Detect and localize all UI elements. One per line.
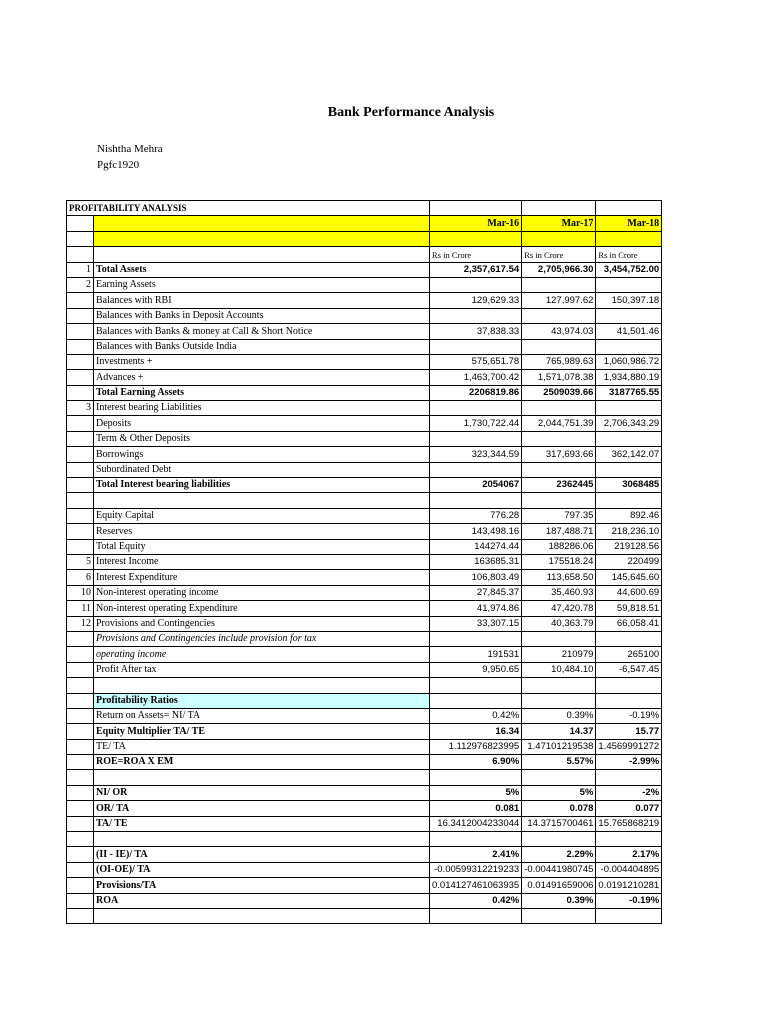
value-cell: 1.47101219538 (522, 739, 596, 754)
row-index (67, 324, 94, 339)
table-row (67, 524, 662, 539)
row-index (67, 878, 94, 893)
value-cell: 265100 (596, 647, 662, 662)
empty-cell (522, 201, 596, 216)
row-index (67, 678, 94, 693)
section-title: PROFITABILITY ANALYSIS (67, 201, 430, 216)
value-cell (430, 678, 522, 693)
value-cell: 0.081 (430, 801, 522, 816)
row-index (67, 847, 94, 862)
value-cell (596, 693, 662, 708)
table-row (67, 616, 662, 631)
table-row (67, 847, 662, 862)
row-index (67, 293, 94, 308)
table-row (67, 385, 662, 400)
table-row (67, 862, 662, 877)
value-cell: 66,058.41 (596, 616, 662, 631)
value-cell: 15.77 (596, 724, 662, 739)
column-header-mar-18: Mar-18 (596, 216, 662, 231)
value-cell: -2% (596, 785, 662, 800)
row-label: operating income (94, 647, 430, 662)
blank-row (67, 493, 662, 508)
value-cell: 797.35 (522, 508, 596, 523)
value-cell: 1.4569991272 (596, 739, 662, 754)
value-cell: 106,803.49 (430, 570, 522, 585)
table-row (67, 539, 662, 554)
value-cell: 2,706,343.29 (596, 416, 662, 431)
value-cell: 35,460.93 (522, 585, 596, 600)
value-cell (522, 493, 596, 508)
table-row (67, 447, 662, 462)
row-label: Equity Multiplier TA/ TE (94, 724, 430, 739)
value-cell (430, 693, 522, 708)
value-cell (596, 908, 662, 923)
row-label: Return on Assets= NI/ TA (94, 708, 430, 723)
value-cell: -0.19% (596, 708, 662, 723)
table-row (67, 277, 662, 292)
row-label: Balances with Banks in Deposit Accounts (94, 308, 430, 323)
value-cell (430, 832, 522, 847)
value-cell: 2,357,617.54 (430, 262, 522, 277)
value-cell: 776.28 (430, 508, 522, 523)
table-row (67, 647, 662, 662)
value-cell (522, 770, 596, 785)
value-cell: 220499 (596, 554, 662, 569)
row-label: Interest Expenditure (94, 570, 430, 585)
value-cell: 765,989.63 (522, 354, 596, 369)
row-label (94, 908, 430, 923)
row-index: 11 (67, 601, 94, 616)
row-index: 5 (67, 554, 94, 569)
yellow-spacer-row (67, 231, 662, 246)
value-cell: 187,488.71 (522, 524, 596, 539)
row-label: Balances with Banks Outside India (94, 339, 430, 354)
table-row (67, 662, 662, 677)
table-row (67, 293, 662, 308)
table-row (67, 585, 662, 600)
value-cell (596, 308, 662, 323)
value-cell (522, 339, 596, 354)
row-index: 6 (67, 570, 94, 585)
value-cell (430, 431, 522, 446)
row-index: 3 (67, 401, 94, 416)
table-row (67, 354, 662, 369)
empty-cell (596, 201, 662, 216)
row-index (67, 447, 94, 462)
value-cell (596, 462, 662, 477)
row-label: NI/ OR (94, 785, 430, 800)
table-row (67, 431, 662, 446)
value-cell: 0.078 (522, 801, 596, 816)
value-cell: 0.39% (522, 893, 596, 908)
value-cell: 1,730,722.44 (430, 416, 522, 431)
row-label: Total Equity (94, 539, 430, 554)
row-index (67, 893, 94, 908)
author-block (97, 141, 163, 173)
value-cell: 323,344.59 (430, 447, 522, 462)
row-index (67, 539, 94, 554)
value-cell: 3187765.55 (596, 385, 662, 400)
row-index (67, 816, 94, 831)
row-index (67, 493, 94, 508)
row-index (67, 693, 94, 708)
value-cell (430, 493, 522, 508)
row-label: Non-interest operating Expenditure (94, 601, 430, 616)
value-cell: 3,454,752.00 (596, 262, 662, 277)
value-cell: 41,501.46 (596, 324, 662, 339)
value-cell (430, 401, 522, 416)
table-row (67, 816, 662, 831)
document-title: Bank Performance Analysis (327, 105, 495, 120)
empty-cell (430, 201, 522, 216)
value-cell: 2362445 (522, 478, 596, 493)
value-cell (596, 401, 662, 416)
blank-row (67, 770, 662, 785)
row-index: 1 (67, 262, 94, 277)
row-index (67, 647, 94, 662)
value-cell: 129,629.33 (430, 293, 522, 308)
value-cell: 1,060,986.72 (596, 354, 662, 369)
value-cell: 44,600.69 (596, 585, 662, 600)
row-label: Provisions and Contingencies (94, 616, 430, 631)
value-cell: 163685.31 (430, 554, 522, 569)
table-row (67, 339, 662, 354)
row-index: 2 (67, 277, 94, 292)
value-cell: -0.00599312219233 (430, 862, 522, 877)
unit-cell-mar-16: Rs in Crore (430, 247, 522, 262)
author-name: Nishtha Mehra (97, 143, 163, 155)
value-cell (596, 339, 662, 354)
value-cell: 15.765868219 (596, 816, 662, 831)
row-label: TA/ TE (94, 816, 430, 831)
value-cell: 2.41% (430, 847, 522, 862)
value-cell: 37,838.33 (430, 324, 522, 339)
table-row (67, 324, 662, 339)
value-cell: 5% (522, 785, 596, 800)
row-label: Total Earning Assets (94, 385, 430, 400)
spacer-cell (596, 231, 662, 246)
row-label: TE/ TA (94, 739, 430, 754)
table-row (67, 739, 662, 754)
row-label (94, 678, 430, 693)
table-row (67, 554, 662, 569)
value-cell (596, 431, 662, 446)
profitability-table (66, 200, 662, 924)
row-index (67, 385, 94, 400)
row-label: Investments + (94, 354, 430, 369)
row-label: (II - IE)/ TA (94, 847, 430, 862)
row-index (67, 662, 94, 677)
row-index (67, 801, 94, 816)
table-row (67, 262, 662, 277)
value-cell (596, 277, 662, 292)
column-header-mar-17: Mar-17 (522, 216, 596, 231)
table-row (67, 893, 662, 908)
table-row (67, 631, 662, 646)
value-cell (522, 908, 596, 923)
row-label: Term & Other Deposits (94, 431, 430, 446)
table-row (67, 693, 662, 708)
value-cell: 191531 (430, 647, 522, 662)
value-cell (522, 308, 596, 323)
value-cell: 6.90% (430, 755, 522, 770)
value-cell (596, 770, 662, 785)
column-header-mar-16: Mar-16 (430, 216, 522, 231)
row-label: Subordinated Debt (94, 462, 430, 477)
spacer-cell (522, 231, 596, 246)
value-cell: 892.46 (596, 508, 662, 523)
value-cell: 2509039.66 (522, 385, 596, 400)
value-cell: 1.112976823995 (430, 739, 522, 754)
value-cell: -6,547.45 (596, 662, 662, 677)
value-cell: 16.3412004233044 (430, 816, 522, 831)
unit-cell-mar-18: Rs in Crore (596, 247, 662, 262)
row-index (67, 508, 94, 523)
value-cell: 0.0191210281 (596, 878, 662, 893)
section-header-row (67, 201, 662, 216)
value-cell: 144274.44 (430, 539, 522, 554)
index-cell (67, 247, 94, 262)
value-cell: 127,997.62 (522, 293, 596, 308)
table-row (67, 462, 662, 477)
value-cell: 219128.56 (596, 539, 662, 554)
row-index (67, 462, 94, 477)
value-cell: 113,658.50 (522, 570, 596, 585)
row-index (67, 354, 94, 369)
value-cell (522, 431, 596, 446)
value-cell: 2054067 (430, 478, 522, 493)
row-index (67, 631, 94, 646)
value-cell: 575,651.78 (430, 354, 522, 369)
value-cell: -0.19% (596, 893, 662, 908)
table-row (67, 478, 662, 493)
value-cell: 2206819.86 (430, 385, 522, 400)
value-cell: 362,142.07 (596, 447, 662, 462)
value-cell (522, 462, 596, 477)
row-label: ROA (94, 893, 430, 908)
value-cell: 1,571,078.38 (522, 370, 596, 385)
row-label (94, 770, 430, 785)
row-label: Total Interest bearing liabilities (94, 478, 430, 493)
unit-row (67, 247, 662, 262)
value-cell: 0.077 (596, 801, 662, 816)
index-cell (67, 231, 94, 246)
value-cell (596, 493, 662, 508)
value-cell: 5.57% (522, 755, 596, 770)
column-header-row (67, 216, 662, 231)
value-cell: 40,363.79 (522, 616, 596, 631)
value-cell: 2.17% (596, 847, 662, 862)
row-index (67, 739, 94, 754)
row-label: Non-interest operating income (94, 585, 430, 600)
row-label: (OI-OE)/ TA (94, 862, 430, 877)
value-cell (522, 277, 596, 292)
value-cell (430, 770, 522, 785)
row-index (67, 785, 94, 800)
value-cell (430, 339, 522, 354)
blank-row (67, 908, 662, 923)
value-cell: 47,420.78 (522, 601, 596, 616)
row-index (67, 832, 94, 847)
row-label: Deposits (94, 416, 430, 431)
value-cell: 5% (430, 785, 522, 800)
author-id: Pgfc1920 (97, 159, 140, 171)
header-label-cell (94, 216, 430, 231)
table-row (67, 370, 662, 385)
value-cell: 41,974.86 (430, 601, 522, 616)
spacer-cell (94, 231, 430, 246)
row-index (67, 755, 94, 770)
table-row (67, 878, 662, 893)
row-index (67, 370, 94, 385)
row-index (67, 478, 94, 493)
value-cell (522, 832, 596, 847)
row-label: Reserves (94, 524, 430, 539)
value-cell: 1,463,700.42 (430, 370, 522, 385)
spacer-cell (430, 231, 522, 246)
row-label: Balances with RBI (94, 293, 430, 308)
value-cell: 16.34 (430, 724, 522, 739)
value-cell: 2,044,751.39 (522, 416, 596, 431)
value-cell: 145,645.60 (596, 570, 662, 585)
row-index (67, 416, 94, 431)
value-cell: 2.29% (522, 847, 596, 862)
value-cell (430, 908, 522, 923)
row-label: Advances + (94, 370, 430, 385)
table-row (67, 508, 662, 523)
row-label (94, 493, 430, 508)
table-row (67, 724, 662, 739)
value-cell (522, 693, 596, 708)
value-cell: 43,974.03 (522, 324, 596, 339)
value-cell (430, 277, 522, 292)
table-row (67, 308, 662, 323)
value-cell (430, 462, 522, 477)
value-cell: -0.00441980745 (522, 862, 596, 877)
value-cell (522, 678, 596, 693)
row-index (67, 708, 94, 723)
table-row (67, 801, 662, 816)
row-label: Interest bearing Liabilities (94, 401, 430, 416)
table-row (67, 401, 662, 416)
row-label (94, 832, 430, 847)
value-cell: 9,950.65 (430, 662, 522, 677)
row-label: Total Assets (94, 262, 430, 277)
table-row (67, 570, 662, 585)
value-cell: 188286.06 (522, 539, 596, 554)
value-cell: 10,484.10 (522, 662, 596, 677)
value-cell: 14.37 (522, 724, 596, 739)
row-index: 12 (67, 616, 94, 631)
value-cell: 0.42% (430, 708, 522, 723)
value-cell: 33,307.15 (430, 616, 522, 631)
table-row (67, 755, 662, 770)
value-cell (596, 832, 662, 847)
value-cell: 0.01491659006 (522, 878, 596, 893)
value-cell: 1,934,880.19 (596, 370, 662, 385)
row-label: Interest Income (94, 554, 430, 569)
unit-label-cell (94, 247, 430, 262)
value-cell: 0.014127461063935 (430, 878, 522, 893)
row-index (67, 339, 94, 354)
value-cell: 2,705,966.30 (522, 262, 596, 277)
value-cell: 59,818.51 (596, 601, 662, 616)
value-cell (596, 678, 662, 693)
blank-row (67, 832, 662, 847)
row-index (67, 308, 94, 323)
row-index (67, 862, 94, 877)
row-index (67, 770, 94, 785)
value-cell: 0.39% (522, 708, 596, 723)
value-cell (430, 631, 522, 646)
value-cell (522, 401, 596, 416)
value-cell: 143,498.16 (430, 524, 522, 539)
value-cell: 175518.24 (522, 554, 596, 569)
table-row (67, 785, 662, 800)
value-cell: -0.004404895 (596, 862, 662, 877)
value-cell: 27,845.37 (430, 585, 522, 600)
value-cell: 210979 (522, 647, 596, 662)
value-cell (522, 631, 596, 646)
row-index (67, 524, 94, 539)
row-index (67, 724, 94, 739)
value-cell: 0.42% (430, 893, 522, 908)
value-cell: 218,236.10 (596, 524, 662, 539)
row-label: Provisions and Contingencies include provision for tax (94, 631, 430, 646)
row-index (67, 431, 94, 446)
blank-row (67, 678, 662, 693)
row-label: OR/ TA (94, 801, 430, 816)
value-cell (430, 308, 522, 323)
row-label: Borrowings (94, 447, 430, 462)
row-label: Profitability Ratios (94, 693, 430, 708)
row-label: Earning Assets (94, 277, 430, 292)
index-cell (67, 216, 94, 231)
table-row (67, 708, 662, 723)
value-cell (596, 631, 662, 646)
row-index: 10 (67, 585, 94, 600)
table-row (67, 601, 662, 616)
row-label: Provisions/TA (94, 878, 430, 893)
row-index (67, 908, 94, 923)
row-label: Profit After tax (94, 662, 430, 677)
value-cell: -2.99% (596, 755, 662, 770)
row-label: Balances with Banks & money at Call & Short Notice (94, 324, 430, 339)
unit-cell-mar-17: Rs in Crore (522, 247, 596, 262)
row-label: Equity Capital (94, 508, 430, 523)
value-cell: 14.3715700461 (522, 816, 596, 831)
value-cell: 317,693.66 (522, 447, 596, 462)
row-label: ROE=ROA X EM (94, 755, 430, 770)
table-row (67, 416, 662, 431)
value-cell: 3068485 (596, 478, 662, 493)
value-cell: 150,397.18 (596, 293, 662, 308)
